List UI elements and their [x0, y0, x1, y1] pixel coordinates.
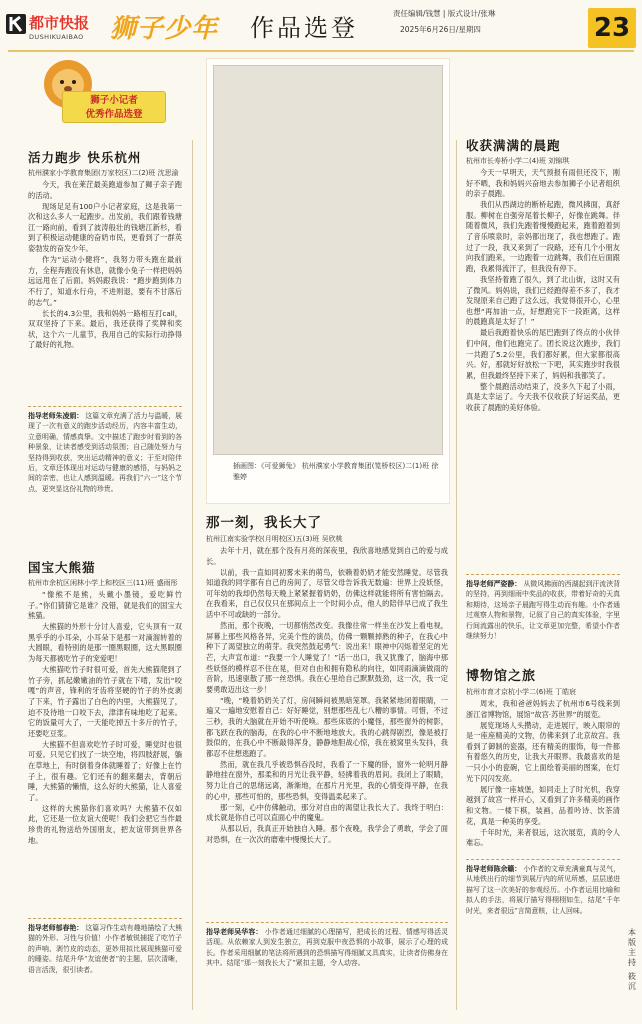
article-byline: 杭州市余杭区闲林小学上和校区三(11)班 盛雨彤: [28, 579, 178, 587]
teacher-comment: [28, 411, 182, 547]
host-label: 本版主持: [628, 928, 636, 967]
paragraph: 去年十月，就在那个没有月亮的深夜里，我欣喜地感觉到自己的爱与成长。: [206, 546, 448, 566]
teacher-label: 指导老师朱凌娟：: [28, 412, 84, 420]
paragraph: 从那以后，我真正开始独自入睡。那个夜晚，我学会了勇敢，学会了面对恐惧，在一次次的磨难中慢慢长大了。: [206, 824, 448, 845]
teacher-label: 指导老师陈余赣：: [466, 865, 522, 873]
paragraph: 展厅像一座城堡，如同走上了时光机，我穿越到了故宫一样开心，又看到了许多精美的画作和文物。一楼下棋，装画，品着吟诗、饮茶清花，真是一种美的享受。: [466, 784, 620, 826]
paragraph: 作为“运动小健将”，我努力带头跑在最前方，全程奔跑没有休息，就像小兔子一样把妈妈远远甩在了后面。妈妈跟我说：“跑步跑到体力不行了，知道水行舟，不进则退，要有不甘落后的志气。”: [28, 255, 182, 307]
article-active-running: [28, 150, 182, 547]
paragraph: 我们从西湖边的断桥起跑，微风拂面，真舒服。柳树在自强旁尾着长柳子，好像在跳舞。伴随着微风，我们先跑着慢慢跑起来，跑着跑着到了音乐喷泉时，亲妈都出现了，我也想跑了。跑过了一段，我又来到了一段路，还有几个小朋友向我们跑来，一边跑着一边跳舞，我们在后面跟跑，我累得流汗了，但我没有停下。: [466, 200, 620, 273]
brand-title: 狮子少年: [110, 14, 219, 44]
paragraph: 千年时光，来者很远，这次展览，真的令人难忘。: [466, 827, 620, 848]
paragraph: 今天，我在莱茳最美跑道参加了狮子亲子跑的活动。: [28, 180, 182, 200]
paragraph: 这样的大熊猫你们喜欢吗？大熊猫不仅如此，它还是一位友谊大使呢！我们会把它当作最珍贵的礼物送给外国朋友，把友谊带到世界各地。: [28, 803, 182, 845]
paragraph: 以前，我一直如同初雾未来的萌鸟，依赖着奶奶才能安然睡觉。尽管我知道我的同学都有自己的房间了，尽管父母告诉我无数遍：世界上没妖怪，可年幼的我却仍然每天晚上紧紧握着奶奶，仿佛这样就能将所有害怕隔去。在我看来，自己仅仅只在那间点上一个时间小点，他人的陪伴早已成了我生活中不可或缺的一部分。: [206, 567, 448, 620]
teacher-label: 指导老师严姿静：: [466, 580, 522, 588]
logo-mark-icon: [6, 14, 26, 34]
paragraph: 最后我跑着快乐的尾巴跑到了终点的小伙伴们中间，他们也跑完了。团长说这次跑步，我们一共跑了5.2公里，我们都好累，但大家都很高兴。好，那就好好放松一下吧，其实跑步时我很累，但我最终坚持下来了，妈妈和我都笑了。: [466, 328, 620, 380]
article-title: 收获满满的晨跑: [466, 138, 561, 153]
teacher-comment: [28, 923, 182, 1023]
paragraph: 现场足足有100户小记者家庭，这是我第一次和这么多人一起跑步。出发前，我们跟着钱塘江一路向前，看到了波涛般壮的钱塘江新杉，看到了积极运动健康的奋奶市民，更看到了一群英姿勃发的奋发少年。: [28, 201, 182, 254]
illustration-frame: [206, 58, 450, 504]
paragraph: 周末，我和爸爸妈妈去了杭州市6号线来到浙江省博物馆，展馆“故宫·苏世界”的展览。: [466, 699, 620, 719]
teacher-label: 指导老师吴华容：: [206, 928, 263, 936]
illustration-caption: 插画图：《可爱狮兔》 杭州濮家小学教育集团(笕桥校区)二(1)班 徐雅婷: [233, 462, 439, 481]
logo: [6, 14, 106, 44]
column-rule: [192, 140, 193, 1010]
paragraph: 那一刻，心中仿佛触动，那分对自由的渴望让我长大了。我终于明白：成长就是你自己可以直面心中的魔鬼。: [206, 802, 448, 823]
designer-credit: 版式设计/张琳: [447, 9, 496, 18]
teacher-label: 指导老师郁春艳：: [28, 924, 84, 932]
article-body: [28, 590, 182, 914]
article-body: [466, 168, 620, 570]
issue-date: 2025年6月26日/星期四: [400, 25, 481, 34]
logo-subtext: DUSHIKUAIBAO: [29, 33, 84, 41]
editor-line: [393, 8, 495, 19]
paragraph: 我坚持着跑了很久，到了北山街，这时又有了微风。妈妈说，我们已经跑得差不多了，我才发现原来自己跑了这么远，我觉得很开心，心里也想“再加油一点，好想跑完下一段距离，这样的晨跑真是太好了！”: [466, 274, 620, 327]
masthead-rule: [8, 50, 634, 52]
divider: [466, 574, 620, 575]
article-title: 博物馆之旅: [466, 669, 537, 684]
article-body: [466, 699, 620, 855]
paragraph: 然而，那个夜晚，一切都悄然改变。我像往常一样坐在沙发上看电视，屏幕上那些风格各异，完美个性的演员，仿佛一颗颗掉熟的种子，在我心中种下了渴望独立的萌芽。我突然鼓起勇气：说出来！眼神中闪烁着坚定的光芒，大声宣布道：“我要一个人睡觉了！”话一出口，我又犹豫了，脑海中那些妖怪的模样忍不住在晃，但对自由和拥有隐私的向往，如同雨滴滴做雨的音阶，迅速驱散了那一丝恐惧。我在心里给自己默默鼓劲，这一次，我一定要勇敢迈出这一步！: [206, 621, 448, 694]
teacher-text: 小作者通过细腻的心理描写，把成长的过程、情感写得活灵活现。从依赖家人到发生独立，再到克服中夜恐惧的小故事，展示了心理的成长。作者采用细腻的笔法将所遇到的恐惧描写得细腻又具真实，让读者仿佛身在其中。结尾“那一刻我长大了”紧扣主题，令人动容。: [206, 928, 448, 968]
host-credit: [626, 928, 638, 992]
article-byline: 杭州市育才京杭小学二(6)班 丁皓宸: [466, 688, 577, 696]
host-name: 筱沉: [628, 972, 636, 991]
divider: [28, 406, 182, 407]
paragraph: 大熊猫不但喜欢吃竹子时可爱，睡觉时也很可爱。只见它们找了一块空地，将四肢舒展，躺在草地上，有时倒着身体就睡着了；好像上在竹子上，很有趣。它们还有的翻来翻去，背朝后睡，大熊猫的懒惰，这么好的大熊猫，让人喜爱了。: [28, 739, 182, 802]
article-title: 国宝大熊猫: [28, 560, 96, 575]
teacher-text: 这篇习作生动有趣地描绘了大熊猫的外形、习性与价值！小作者敏锐捕捉了吃竹子的声响、剥竹皮的动态，更妙用拟比展现熊猫可爱的睡姿。结尾升华“友谊使者”的主题，层次清晰，语言活泼，很引读者。: [28, 924, 182, 974]
article-byline: 杭州江南实验学校(月明校区)五(3)班 吴欣桃: [206, 535, 343, 543]
article-title: 那一刻，我长大了: [206, 515, 322, 531]
paragraph: “晚，“晚着奶奶关了灯，房间瞬间被黑暗笼罩。我紧紧地闭着眼睛，一遍又一遍地安慰着自己：好好睡觉，别想那些乱七八糟的事情。可惜，不过三秒，我的大脑就在开始不听使唤。那些床底的小魔怪，那些窗外的树影，都飞跃在我的脑海，在我的心中不断地地放大。我的心跳得剧烈，像是被打鼓似的，在我心中不断敲得浑身，静静地胆战心惊，我在被窝里头发抖，我都忍不住想逃跑了。: [206, 695, 448, 758]
paragraph: 整个晨跑活动结束了，没多久下起了小雨，真是太幸运了。今天我不仅收获了好运奖品，更收获了晨跑的美好体验。: [466, 381, 620, 413]
teacher-text: 从微风拂面的西湖起到汗流浃背的坚持，再到细雨中奖品的收获，带着好奇的天真和期待，这场亲子晨跑写得生动而有趣。小作者通过观察人物和景物，记叙了自己的真实体验，字里行间流露出的快乐，让文章更加完整，希望小作者继续努力！: [466, 580, 620, 641]
article-body: [28, 180, 182, 402]
divider: [206, 922, 448, 923]
article-byline: 杭州濮家小学教育集团(万家校区)二(2)班 沈思渝: [28, 169, 179, 177]
article-body: [206, 546, 448, 918]
paragraph: “像熊不是熊，头戴小墨镜，爱吃鲜竹子。”你们猜猜它是谁？没错，就是我们的国宝大熊猫。: [28, 590, 182, 621]
article-giant-panda: [28, 560, 182, 1023]
teacher-comment: [466, 579, 620, 661]
divider: [466, 859, 620, 860]
section-title: 作品选登: [250, 14, 358, 42]
reporter-badge: [62, 91, 166, 123]
article-morning-run: [466, 138, 620, 661]
divider: [28, 918, 182, 919]
page-number: 23: [588, 8, 636, 48]
teacher-comment: [206, 927, 448, 1009]
article-title: 活力跑步 快乐杭州: [28, 150, 142, 165]
separator: |: [442, 9, 448, 18]
article-museum-trip: [466, 668, 620, 996]
paragraph: 长长的4.3公里，我和妈妈一路相互打call，双双坚持了下来。最后，我还获得了奖牌和奖状，这个六一儿童节，我用自己的实际行动挣得了最好的礼物。: [28, 308, 182, 350]
teacher-comment: [466, 864, 620, 996]
teacher-text: 这篇文章充满了活力与温暖，展现了一次有意义的跑步活动经历，内容丰富生动，立意明确，情感真挚。文中描述了跑步时看到的各种景象，让读者感受到活动氛围；自己随处努力与坚持得到收获，突出运动精神的意义；于至对陪伴后，文章还体现出对运动与健康的感悟，与妈妈之间的亲密，也让人感到温暖。再我们“六一”这个节点，更突显这份礼物的珍贵。: [28, 412, 182, 493]
editor-credit: 责任编辑/钱慧: [393, 9, 441, 18]
paragraph: 今天一早明天，天气预报有雨但还没下，刚好不晒，我和妈妈兴奋地去参加狮子小记者组织的亲子晨跑。: [466, 168, 620, 199]
article-byline: 杭州市长寿桥小学二(4)班 刘锦琪: [466, 157, 570, 165]
logo-text: 都市快报: [29, 14, 90, 32]
paragraph: 然而，就在我几乎被恐惧吞没时，我看了一下魔的卧，窗外一轮明月静静地挂在窗外，那柔和的月光让我平静，轻拂着我的眉间。我闭上了眼睛，努力让自己的思绪远离，渐渐地，在那片月光里，我的心情变得平静，在我的心中，那些可怕的，那些恐惧，变得温柔起来了。: [206, 759, 448, 801]
paragraph: 大熊猫的外形十分讨人喜爱，它头顶有一双黑乎乎的小耳朵，小耳朵下是那一对滴溜转着的大圆眼，看特别的是那一圈黑眼圈，这大黑眼圈为每天都被吃竹子的宠爱吧！: [28, 622, 182, 664]
illustration-placeholder: [213, 65, 443, 455]
badge-line-2: 优秀作品选登: [85, 109, 143, 120]
column-rule: [456, 140, 457, 1010]
article-growing-up: [206, 514, 448, 1009]
teacher-text: 小作者的文章充满童真与灵气，从地铁出行的细节到展厅内的所见所感，层层递进描写了这一次美好的参观经历。小作者运用比喻和拟人的手法，将展厅描写得栩栩如生，结尾“千年时光，来者很远”言简意赅，让人回味。: [466, 865, 620, 915]
paragraph: 大熊猫吃竹子时很可爱，首先大熊猫爬到了竹子旁，抓起嫩嫩油的竹子就在下啃，发出“咬嘎”的声音，锋利的牙齿将坚硬的竹子的外皮剥了下来，竹子露出了白色的内里，大熊猫见了，迫不及待地一口咬下去，津津有味地吃了起来。它的饭量可大了，一天能吃掉五十多斤的竹子，还要吃豆浆。: [28, 665, 182, 738]
badge-line-1: 狮子小记者: [90, 95, 138, 106]
masthead: [0, 0, 642, 52]
paragraph: 展览现场人头攒动，走进展厅，映入眼帘的是一座座精美的文物，仿佛来到了北京故宫。我看到了御制的瓷器，还有精美的服饰，每一件都有着悠久的历史，让我大开眼界。我最喜欢的是一只小小的瓷碗，它上面绘着美丽的图案，在灯光下闪闪发亮。: [466, 720, 620, 783]
